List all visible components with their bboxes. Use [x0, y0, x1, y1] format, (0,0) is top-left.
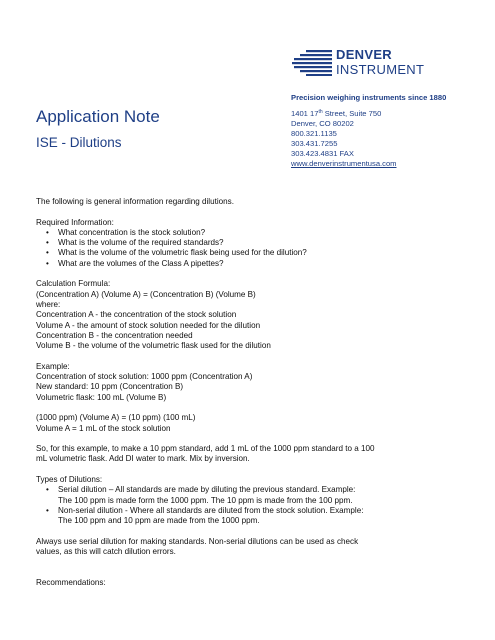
city-state-zip: Denver, CO 80202	[291, 118, 354, 128]
logo-wordmark	[336, 48, 424, 76]
street-address	[291, 109, 397, 119]
summary-line: mL volumetric flask. Add DI water to mark. Mix by inversion.	[36, 454, 250, 464]
list-item	[58, 506, 466, 527]
list-item: • What is the volume of the required standards?	[58, 238, 466, 248]
formula-line: (Concentration A) (Volume A) = (Concentration B) (Volume B)	[36, 289, 256, 299]
list-item: • What is the volume of the volumetric flask being used for the dilution?	[58, 248, 466, 258]
fax-number: 303.423.4831 FAX	[291, 148, 354, 158]
street-number: 1401 17	[291, 109, 319, 118]
page-subtitle: ISE - Dilutions	[36, 135, 122, 150]
denver-instrument-logo	[292, 48, 452, 78]
formula-line: Concentration A - the concentration of the stock solution	[36, 310, 237, 320]
company-address-block	[291, 109, 397, 168]
example-calculation: (1000 ppm) (Volume A) = (10 ppm) (100 mL)	[36, 413, 196, 423]
phone-local: 303.431.7255	[291, 138, 338, 148]
logo-line-1: DENVER	[336, 47, 392, 62]
example-line: New standard: 10 ppm (Concentration B)	[36, 382, 184, 392]
dilution-types-list	[36, 485, 466, 526]
required-info-list	[36, 228, 466, 269]
list-item	[58, 485, 466, 506]
list-item: • What concentration is the stock solution?	[58, 228, 466, 238]
always-line: Always use serial dilution for making standards. Non-serial dilutions can be used as check	[36, 536, 359, 546]
page-title: Application Note	[36, 107, 160, 126]
serial-dilution-line-1: Serial dilution – All standards are made by diluting the previous standard. Example:	[58, 485, 356, 495]
formula-line: Volume A - the amount of stock solution needed for the dilution	[36, 320, 261, 330]
example-result: Volume A = 1 mL of the stock solution	[36, 423, 171, 433]
document-body	[36, 197, 466, 588]
example-line: Volumetric flask: 100 mL (Volume B)	[36, 392, 167, 402]
example-line: Concentration of stock solution: 1000 ppm (Concentration A)	[36, 372, 253, 382]
intro-paragraph: The following is general information regarding dilutions.	[36, 197, 234, 206]
street-rest: Street, Suite 750	[322, 109, 382, 118]
company-tagline: Precision weighing instruments since 1880	[291, 93, 447, 102]
nonserial-dilution-line-1: Non-serial dilution - Where all standards are diluted from the stock solution. Example:	[58, 505, 364, 515]
types-heading: Types of Dilutions:	[36, 475, 103, 485]
summary-line: So, for this example, to make a 10 ppm standard, add 1 mL of the 1000 ppm standard to a 100	[36, 444, 375, 454]
formula-line: where:	[36, 299, 61, 309]
example-heading: Example:	[36, 361, 70, 371]
recommendations-heading: Recommendations:	[36, 577, 106, 587]
logo-stripes-icon	[292, 50, 332, 76]
phone-toll-free: 800.321.1135	[291, 128, 337, 138]
formula-line: Volume B - the volume of the volumetric flask used for the dilution	[36, 341, 271, 351]
formula-heading: Calculation Formula:	[36, 279, 111, 289]
street-suffix: th	[318, 109, 323, 115]
list-item: • What are the volumes of the Class A pipettes?	[58, 259, 466, 269]
logo-line-2: INSTRUMENT	[336, 62, 425, 77]
website-link[interactable]: www.denverinstrumentusa.com	[291, 158, 397, 168]
serial-dilution-line-2: The 100 ppm is made form the 1000 ppm. The 10 ppm is made from the 100 ppm.	[58, 495, 353, 505]
formula-line: Concentration B - the concentration needed	[36, 330, 193, 340]
required-info-heading: Required Information:	[36, 217, 114, 227]
always-line: values, as this will catch dilution errors.	[36, 547, 176, 557]
nonserial-dilution-line-2: The 100 ppm and 10 ppm are made from the 1000 ppm.	[58, 516, 260, 526]
